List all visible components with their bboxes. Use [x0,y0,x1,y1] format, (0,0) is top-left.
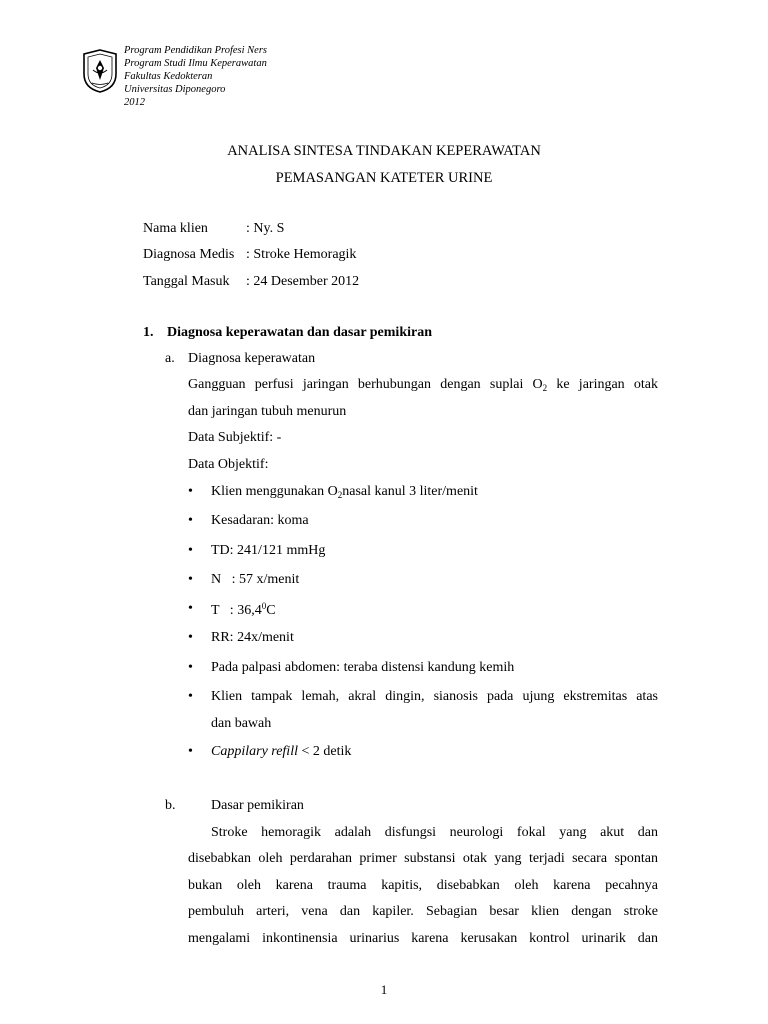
letterhead-line: Fakultas Kedokteran [124,71,213,82]
objective-item: Klien menggunakan $O_2nasal$ kanul 3 liter/menit [211,484,478,500]
medical-diagnosis-value: : Stroke Hemoragik [246,247,357,262]
bullet-icon: • [188,744,193,759]
objective-item: T : 36,4$^0$C [211,601,276,618]
letterhead-line: Universitas Diponegoro [124,84,226,95]
paragraph-line: mengalami inkontinensia urinarius karena kerusakan kontrol urinarik dan [188,931,658,946]
section-title: Diagnosa keperawatan dan dasar pemikiran [167,325,433,340]
medical-diagnosis-label: Diagnosa Medis [143,247,235,262]
letterhead-line: Program Studi Ilmu Keperawatan [124,58,267,69]
bullet-icon: • [188,689,193,704]
objective-item-continued: dan bawah [211,716,272,731]
diagnosis-statement-line1: Gangguan perfusi jaringan berhubungan dengan suplai $O_2$ ke jaringan otak [188,377,658,393]
bullet-icon: • [188,484,193,499]
admission-date-label: Tanggal Masuk [143,274,230,289]
objective-item: Klien tampak lemah, akral dingin, sianosis pada ujung ekstremitas atas [211,689,658,704]
bullet-icon: • [188,601,193,616]
objective-item: Kesadaran: koma [211,513,309,528]
university-seal-logo [80,48,120,94]
bullet-icon: • [188,513,193,528]
page-number: 1 [380,982,388,997]
subsection-b-marker: b. [165,798,176,813]
letterhead [124,44,267,109]
document-title: ANALISA SINTESA TINDAKAN KEPERAWATAN [227,143,541,159]
subsection-a-heading: Diagnosa keperawatan [188,351,316,366]
document-subtitle: PEMASANGAN KATETER URINE [275,170,493,186]
letterhead-line: 2012 [124,97,145,108]
subsection-b-heading: Dasar pemikiran [211,798,304,813]
objective-item: RR: 24x/menit [211,630,294,645]
paragraph-line: pembuluh arteri, vena dan kapiler. Sebagian besar klien dengan stroke [188,904,658,919]
admission-date-value: : 24 Desember 2012 [246,274,360,289]
objective-data-heading: Data Objektif: [188,457,269,472]
diagnosis-statement-line2: dan jaringan tubuh menurun [188,404,347,419]
bullet-icon: • [188,660,193,675]
bullet-icon: • [188,543,193,558]
letterhead-line: Program Pendidikan Profesi Ners [124,45,268,56]
client-name-value: : Ny. S [246,221,285,236]
objective-item: Cappilary refill < 2 detik [211,744,352,759]
bullet-icon: • [188,572,193,587]
subjective-data: Data Subjektif: - [188,430,282,445]
section-number: 1. [143,325,154,340]
bullet-icon: • [188,630,193,645]
paragraph-line: Stroke hemoragik adalah disfungsi neurologi fokal yang akut dan [211,825,658,840]
subsection-a-marker: a. [165,351,175,366]
paragraph-line: bukan oleh karena trauma kapitis, disebabkan oleh karena pecahnya [188,878,658,893]
client-name-label: Nama klien [143,221,208,236]
objective-item: N : 57 x/menit [211,572,300,587]
objective-item: TD: 241/121 mmHg [211,543,326,558]
paragraph-line: disebabkan oleh perdarahan primer substansi otak yang terjadi secara spontan [188,851,658,866]
objective-item: Pada palpasi abdomen: teraba distensi kandung kemih [211,660,515,675]
